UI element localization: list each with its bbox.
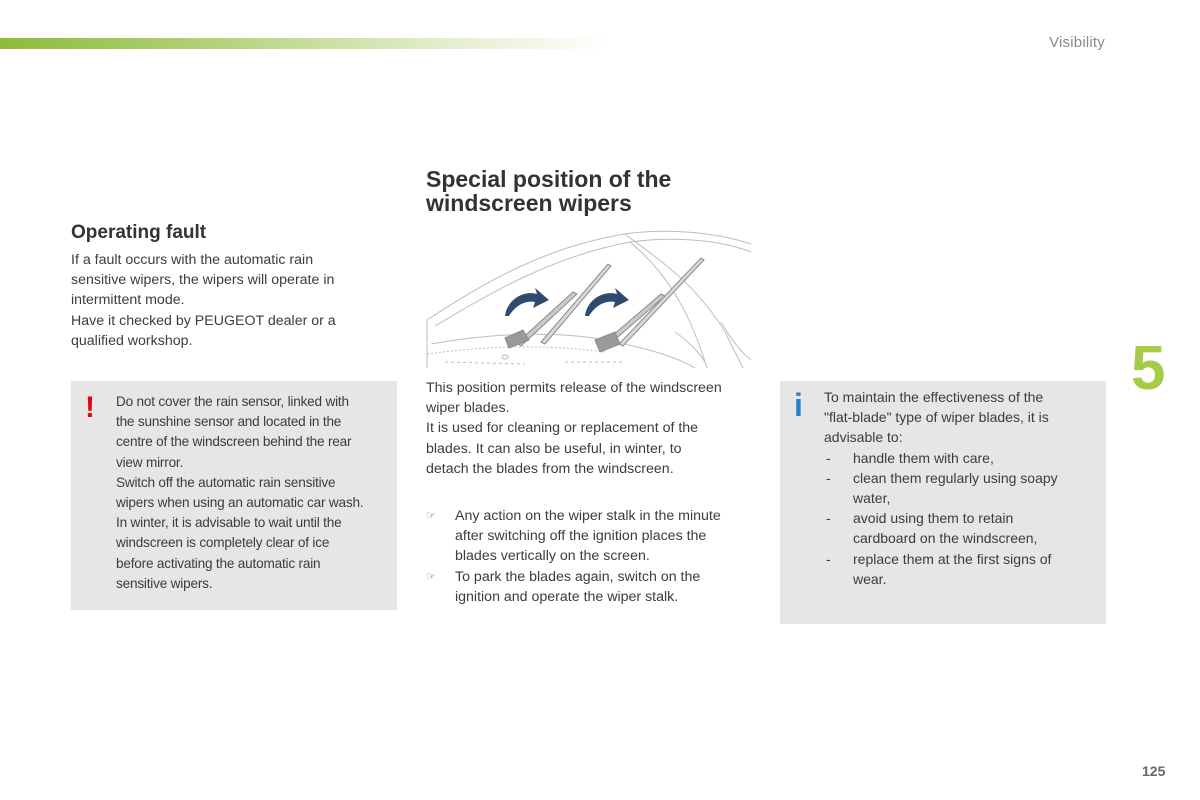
warning-note-text [116, 392, 394, 594]
text-line: qualified workshop. [71, 332, 193, 349]
information-icon: i [794, 387, 803, 423]
text-line: To park the blades again, switch on the [455, 568, 701, 585]
text-line: water, [853, 490, 891, 507]
text-line: "flat-blade" type of wiper blades, it is [824, 409, 1049, 426]
text-line: intermittent mode. [71, 292, 185, 309]
section-title: Visibility [1049, 34, 1105, 51]
text-line: Switch off the automatic rain sensitive [116, 474, 336, 490]
special-position-paragraph [426, 378, 756, 479]
windscreen-wipers-vertical-illustration [425, 222, 752, 368]
text-line: view mirror. [116, 454, 184, 470]
text-line: detach the blades from the windscreen. [426, 460, 674, 477]
dash-marker: - [826, 449, 831, 466]
warning-note [71, 381, 397, 610]
text-line: wear. [853, 570, 887, 587]
heading-line: Special position of the [426, 166, 672, 192]
list-item [824, 468, 1102, 508]
text-line: before activating the automatic rain [116, 555, 321, 571]
instruction-list [426, 506, 756, 607]
warning-exclamation-icon: ! [85, 391, 95, 424]
text-line: sensitive wipers, the wipers will operate in [71, 272, 335, 289]
text-line: wipers when using an automatic car wash. [116, 495, 364, 511]
dash-marker: - [826, 550, 831, 567]
info-note [780, 381, 1106, 624]
text-line: clean them regularly using soapy [853, 469, 1058, 486]
rotation-arrow-icon [505, 288, 549, 316]
text-line: This position permits release of the windscreen [426, 380, 722, 396]
info-note-text [824, 387, 1102, 589]
page-number: 125 [1142, 763, 1166, 779]
text-line: ignition and operate the wiper stalk. [455, 588, 679, 605]
hand-pointer-icon: ☞ [426, 510, 436, 522]
list-item [426, 567, 756, 607]
operating-fault-heading: Operating fault [71, 222, 207, 243]
heading-line: windscreen wipers [426, 190, 632, 216]
text-line: after switching off the ignition places the [455, 528, 707, 545]
dash-marker: - [826, 510, 831, 527]
text-line: In winter, it is advisable to wait until the [116, 515, 342, 531]
special-position-heading [426, 167, 746, 215]
dash-marker: - [826, 469, 831, 486]
list-item [824, 549, 1102, 589]
chapter-color-bar [0, 38, 610, 49]
text-line: It is used for cleaning or replacement of the [426, 420, 699, 437]
text-line: If a fault occurs with the automatic rain [71, 252, 314, 268]
text-line: windscreen is completely clear of ice [116, 535, 330, 551]
hand-pointer-icon: ☞ [426, 570, 436, 583]
text-line: Any action on the wiper stalk in the minute [455, 508, 721, 524]
maintenance-list [824, 448, 1102, 589]
text-line: handle them with care, [853, 449, 994, 466]
list-item [824, 508, 1102, 548]
operating-fault-paragraph [71, 250, 391, 351]
text-line: blades vertically on the screen. [455, 548, 650, 565]
text-line: the sunshine sensor and located in the [116, 414, 342, 430]
list-item [824, 448, 1102, 468]
text-line: wiper blades. [426, 400, 510, 417]
chapter-number: 5 [1131, 334, 1166, 403]
text-line: Have it checked by PEUGEOT dealer or a [71, 312, 336, 329]
text-line: replace them at the first signs of [853, 550, 1052, 567]
text-line: Do not cover the rain sensor, linked with [116, 394, 349, 409]
text-line: blades. It can also be useful, in winter, to [426, 440, 682, 457]
rotation-arrow-icon [585, 288, 629, 316]
list-item [426, 506, 756, 567]
text-line: advisable to: [824, 429, 903, 446]
text-line: centre of the windscreen behind the rear [116, 434, 352, 450]
text-line: avoid using them to retain [853, 510, 1014, 527]
text-line: cardboard on the windscreen, [853, 530, 1038, 547]
text-line: sensitive wipers. [116, 575, 213, 591]
text-line: To maintain the effectiveness of the [824, 389, 1044, 405]
